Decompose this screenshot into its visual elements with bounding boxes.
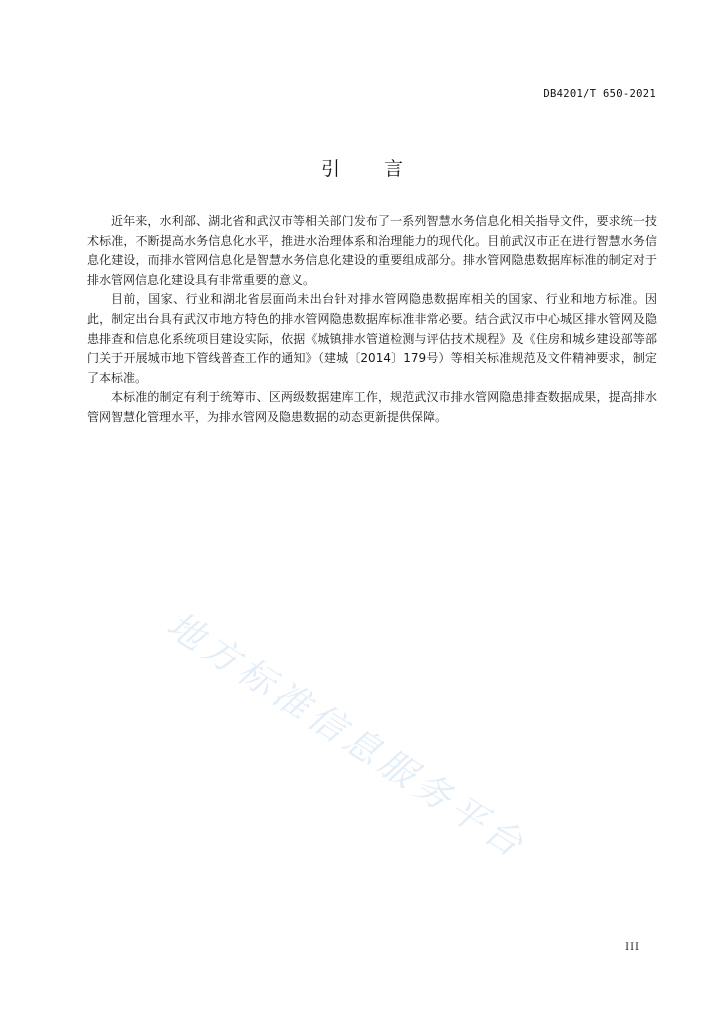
page-number: III — [625, 942, 640, 953]
paragraph: 目前，国家、行业和湖北省层面尚未出台针对排水管网隐患数据库相关的国家、行业和地方标准。因此，制定出台具有武汉市地方特色的排水管网隐患数据库标准非常必要。结合武汉市中心城区排水管网及隐患排查和信息化系统项目建设实际，依据《城镇排水管道检测与评估技术规程》及《住房和城乡建设部等部门关于开展城市地下管线普查工作的通知》（建城〔2014〕179号）等相关标准规范及文件精神要求，制定了本标准。 — [87, 292, 657, 385]
section-title: 引言 — [320, 158, 447, 180]
body-text — [87, 212, 657, 428]
paragraph: 本标准的制定有利于统筹市、区两级数据建库工作，规范武汉市排水管网隐患排查数据成果，提高排水管网智慧化管理水平，为排水管网及隐患数据的动态更新提供保障。 — [87, 390, 657, 424]
paragraph: 近年来，水利部、湖北省和武汉市等相关部门发布了一系列智慧水务信息化相关指导文件，要求统一技术标准，不断提高水务信息化水平，推进水治理体系和治理能力的现代化。目前武汉市正在进行智慧水务信息化建设，而排水管网信息化是智慧水务信息化建设的重要组成部分。排水管网隐患数据库标准的制定对于排水管网信息化建设具有非常重要的意义。 — [87, 214, 657, 287]
watermark: 地方标准信息服务平台 — [159, 604, 534, 868]
document-code: DB4201/T 650-2021 — [543, 88, 656, 100]
